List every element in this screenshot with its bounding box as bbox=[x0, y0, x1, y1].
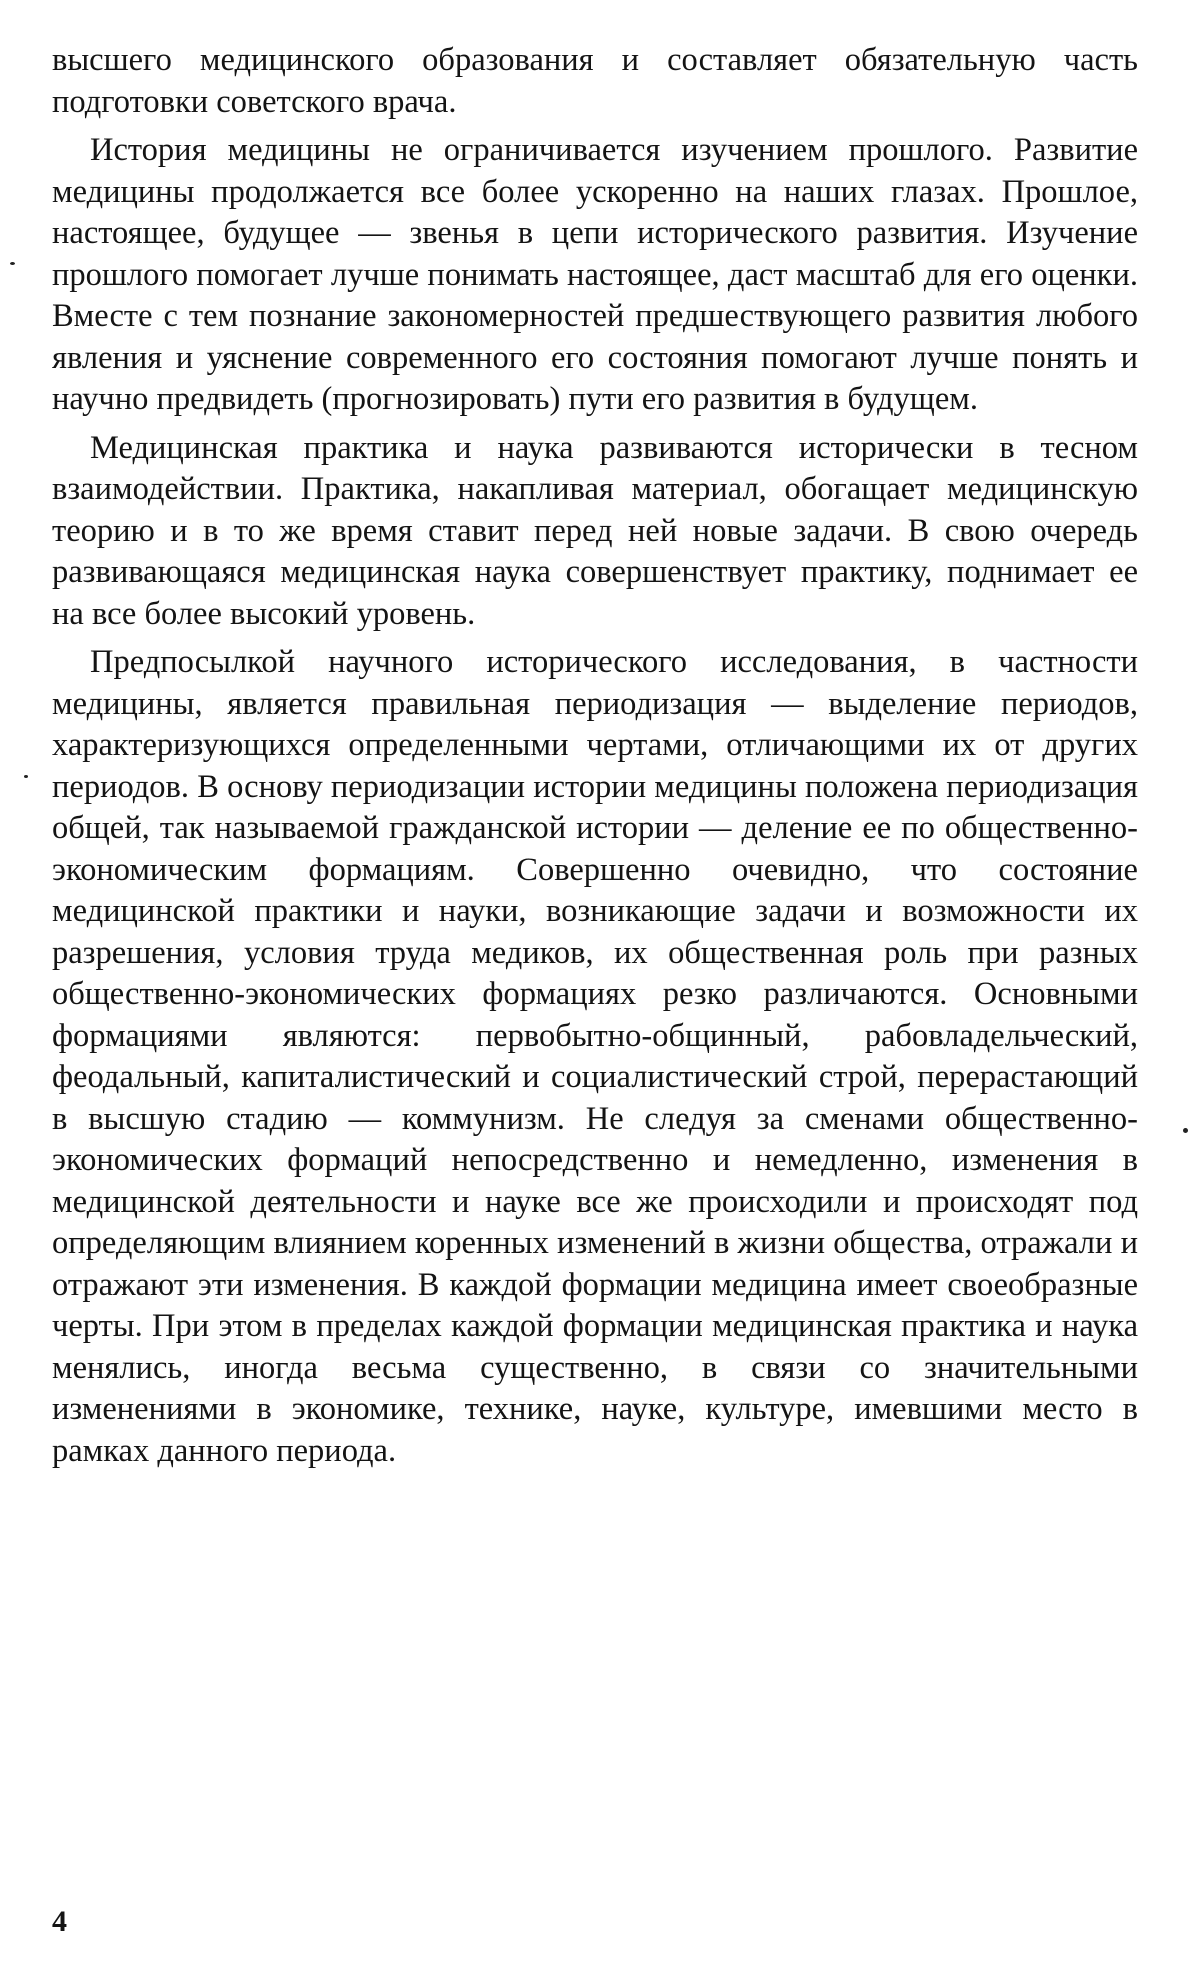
scan-speck bbox=[24, 775, 28, 778]
scan-speck bbox=[1183, 1128, 1188, 1133]
paragraph-4: Предпосылкой научного исторического исследования, в частности медицины, является правильная периодизация — выделение периодов, характеризующихся определенными чертами, отличающими их от других периодов. В основу периодизации истории медицины положена периодизация общей, так называемой гражданской истории — деление ее по общественно-экономическим формациям. Совершенно очевидно, что состояние медицинской практики и науки, возникающие задачи и возможности их разрешения, условия труда медиков, их общественная роль при разных общественно-экономических формациях резко различаются. Основными формациями являются: первобытно-общинный, рабовладельческий, феодальный, капиталистический и социалистический строй, перерастающий в высшую стадию — коммунизм. Не следуя за сменами общественно-экономических формаций непосредственно и немедленно, изменения в медицинской деятельности и науке все же происходили и происходят под определяющим влиянием коренных изменений в жизни общества, отражали и отражают эти изменения. В каждой формации медицина имеет своеобразные черты. При этом в пределах каждой формации медицинская практика и наука менялись, иногда весьма существенно, в связи со значительными изменениями в экономике, технике, науке, культуре, имевшими место в рамках данного периода. bbox=[52, 644, 1138, 1469]
paragraph-1: высшего медицинского образования и составляет обязательную часть подготовки советского врача. bbox=[52, 42, 1138, 120]
page-body bbox=[52, 40, 1138, 1479]
page-number: 4 bbox=[52, 1905, 67, 1938]
paragraph-3: Медицинская практика и наука развиваются исторически в тесном взаимодействии. Практика, накапливая материал, обогащает медицинскую теорию и в то же время ставит перед ней новые задачи. В свою очередь развивающаяся медицинская наука совершенствует практику, поднимает ее на все более высокий уровень. bbox=[52, 429, 1138, 632]
paragraph-2: История медицины не ограничивается изучением прошлого. Развитие медицины продолжается все более ускоренно на наших глазах. Прошлое, настоящее, будущее — звенья в цепи исторического развития. Изучение прошлого помогает лучше понимать настоящее, даст масштаб для его оценки. Вместе с тем познание закономерностей предшествующего развития любого явления и уяснение современного его состояния помогают лучше понять и научно предвидеть (прогнозировать) пути его развития в будущем. bbox=[52, 132, 1138, 417]
scan-speck bbox=[10, 262, 15, 265]
